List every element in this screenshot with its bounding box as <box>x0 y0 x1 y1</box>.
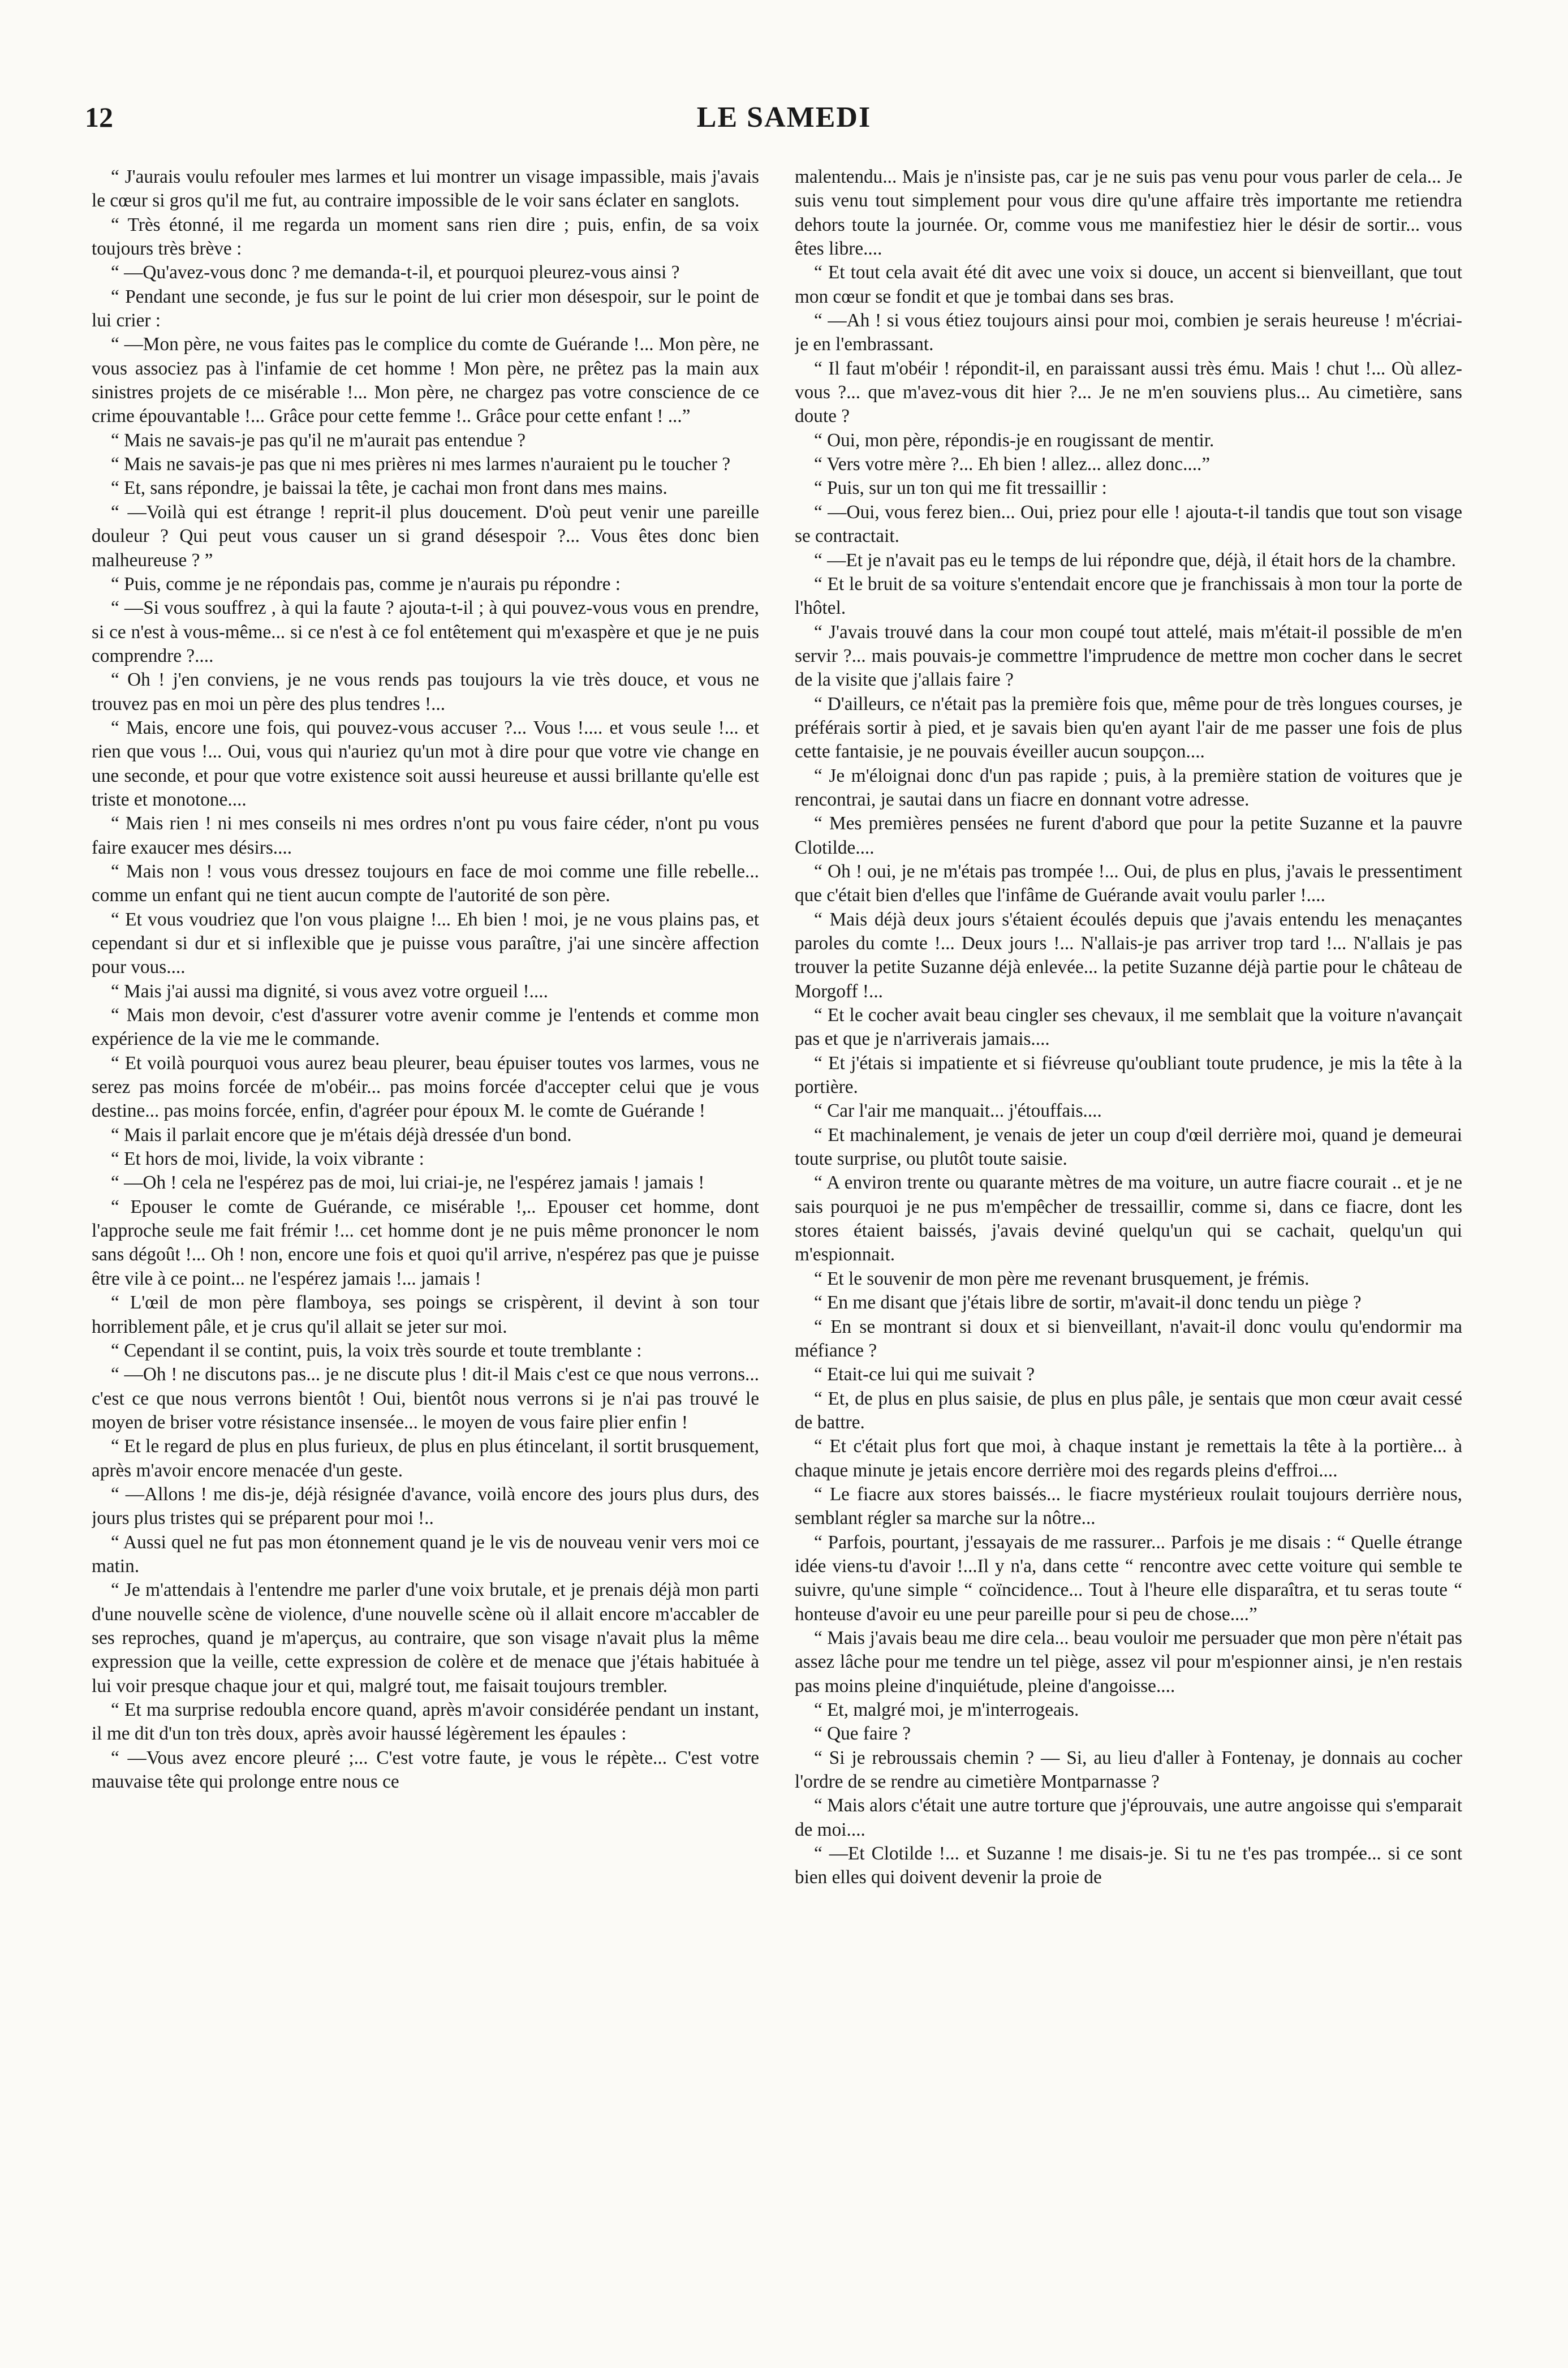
paragraph: “ Cependant il se contint, puis, la voix très sourde et toute tremblante : <box>111 1340 642 1361</box>
paragraph: “ Si je rebroussais chemin ? — Si, au lieu d'aller à Fontenay, je donnais au cocher l'ordre de se rendre au cimetière Montparnasse ? <box>795 1747 1462 1793</box>
paragraph: “ Et machinalement, je venais de jeter un coup d'œil derrière moi, quand je demeurai toute surprise, ou plutôt toute saisie. <box>795 1124 1462 1170</box>
paragraph: “ Mais ne savais-je pas qu'il ne m'aurait pas entendue ? <box>111 429 526 451</box>
paragraph: “ D'ailleurs, ce n'était pas la première fois que, même pour de très longues courses, je préférais sortir à pied, et je savais bien qu'en ayant l'air de me passer une fois de plus cette fantaisie, je ne pouvais éveiller aucun soupçon.... <box>795 693 1462 763</box>
paragraph: “ L'œil de mon père flamboya, ses poings se crispèrent, il devint à son tour horriblement pâle, et je crus qu'il allait se jeter sur moi. <box>92 1292 759 1337</box>
paragraph: “ Et ma surprise redoubla encore quand, après m'avoir considérée pendant un instant, il me dit d'un ton très doux, après avoir haussé légèrement les épaules : <box>92 1699 759 1745</box>
paragraph: “ —Oh ! ne discutons pas... je ne discute plus ! dit-il Mais c'est ce que nous verrons... c'est ce que nous verrons bientôt ! Oui, bientôt nous verrons si je n'ai pas trouvé le moyen de briser votre résistance insensée... le moyen de vous faire plier enfin ! <box>92 1364 759 1433</box>
paragraph: “ J'avais trouvé dans la cour mon coupé tout attelé, mais m'était-il possible de m'en servir ?... mais pouvais-je commettre l'imprudence de mettre mon cocher dans le secret de la visite que j'allais faire ? <box>795 621 1462 691</box>
paragraph: “ —Et Clotilde !... et Suzanne ! me disais-je. Si tu ne t'es pas trompée... si ce sont bien elles qui doivent devenir la proie de <box>795 1843 1462 1888</box>
page-header <box>85 101 1483 140</box>
paragraph: “ Et le bruit de sa voiture s'entendait encore que je franchissais à mon tour la porte de l'hôtel. <box>795 573 1462 619</box>
paragraph: “ Et tout cela avait été dit avec une voix si douce, un accent si bienveillant, que tout mon cœur se fondit et que je tombai dans ses bras. <box>795 262 1462 307</box>
paragraph: “ Mais ne savais-je pas que ni mes prières ni mes larmes n'auraient pu le toucher ? <box>111 454 731 475</box>
paragraph: “ Et, malgré moi, je m'interrogeais. <box>814 1699 1079 1720</box>
paragraph: “ Mais il parlait encore que je m'étais déjà dressée d'un bond. <box>111 1124 572 1146</box>
paragraph: “ Parfois, pourtant, j'essayais de me rassurer... Parfois je me disais : “ Quelle étrange idée viens-tu d'avoir !...Il y n'a, dans cette “ rencontre avec cette voiture qui semble te suivre, qu'une simple “ coïncidence... Tout à l'heure elle disparaîtra, et tu seras toute “ honteuse d'avoir eu une peur pareille pour si peu de chose....” <box>795 1531 1462 1625</box>
paragraph: “ —Oui, vous ferez bien... Oui, priez pour elle ! ajouta-t-il tandis que tout son visage se contractait. <box>795 501 1462 547</box>
journal-title: LE SAMEDI <box>696 101 872 134</box>
paragraph: “ Et le souvenir de mon père me revenant brusquement, je frémis. <box>814 1268 1309 1289</box>
paragraph: “ En me disant que j'étais libre de sortir, m'avait-il donc tendu un piège ? <box>814 1292 1362 1314</box>
paragraph: “ J'aurais voulu refouler mes larmes et lui montrer un visage impassible, mais j'avais le cœur si gros qu'il me fut, au contraire impossible de le voir sans éclater en sanglots. <box>92 166 759 212</box>
paragraph: “ Le fiacre aux stores baissés... le fiacre mystérieux roulait toujours derrière nous, semblant régler sa marche sur la nôtre... <box>795 1483 1462 1529</box>
paragraph: “ Je m'éloignai donc d'un pas rapide ; puis, à la première station de voitures que je rencontrai, je sautai dans un fiacre en donnant votre adresse. <box>795 765 1462 810</box>
paragraph: “ Mais déjà deux jours s'étaient écoulés depuis que j'avais entendu les menaçantes paroles du comte !... Deux jours !... N'allais-je pas arriver trop tard !... N'allais je pas trouver la petite Suzanne déjà enlevée... la petite Suzanne déjà partie pour le château de Morgoff !... <box>795 909 1462 1002</box>
page-number: 12 <box>85 101 113 133</box>
paragraph: “ Et le regard de plus en plus furieux, de plus en plus étincelant, il sortit brusquement, après m'avoir encore menacée d'un geste. <box>92 1436 759 1481</box>
paragraph: “ En se montrant si doux et si bienveillant, n'avait-il donc voulu qu'endormir ma méfiance ? <box>795 1316 1462 1361</box>
paragraph: “ Et voilà pourquoi vous aurez beau pleurer, beau épuiser toutes vos larmes, vous ne serez pas moins forcée de m'obéir... pas moins forcée d'accepter celui que je vous destine... pas moins forcée, enfin, d'agréer pour époux M. le comte de Guérande ! <box>92 1052 759 1122</box>
right-column <box>795 165 1462 2349</box>
paragraph: “ —Allons ! me dis-je, déjà résignée d'avance, voilà encore des jours plus durs, des jours plus tristes qui se préparent pour moi !.. <box>92 1483 759 1529</box>
paragraph: “ Oh ! oui, je ne m'étais pas trompée !... Oui, de plus en plus, j'avais le pressentiment que c'était bien d'elles que l'infâme de Guérande avait voulu parler !.... <box>795 860 1462 906</box>
paragraph: “ Oh ! j'en conviens, je ne vous rends pas toujours la vie très douce, et vous ne trouvez pas en moi un père des plus tendres !... <box>92 669 759 714</box>
paragraph: “ Puis, sur un ton qui me fit tressaillir : <box>814 477 1107 499</box>
paragraph: “ —Mon père, ne vous faites pas le complice du comte de Guérande !... Mon père, ne vous associez pas à l'infamie de cet homme ! Mon père, ne prêtez pas la main aux sinistres projets de ce misérable !... Mon père, ne chargez pas votre conscience de ce crime épouvantable !... Grâce pour cette femme !.. Grâce pour cette enfant ! ...” <box>92 334 759 427</box>
paragraph: “ Mais alors c'était une autre torture que j'éprouvais, une autre angoisse qui s'emparait de moi.... <box>795 1795 1462 1840</box>
paragraph: “ Et hors de moi, livide, la voix vibrante : <box>111 1148 424 1170</box>
paragraph: malentendu... Mais je n'insiste pas, car je ne suis pas venu pour vous parler de cela... Je suis venu tout simplement pour vous dire qu'une affaire très importante me retiendra dehors toute la journée. Or, comme vous me manifestiez hier le désir de sortir... vous êtes libre.... <box>795 166 1462 260</box>
paragraph: “ —Vous avez encore pleuré ;... C'est votre faute, je vous le répète... C'est votre mauvaise tête qui prolonge entre nous ce <box>92 1747 759 1793</box>
paragraph: “ Car l'air me manquait... j'étouffais.... <box>814 1100 1102 1122</box>
paragraph: “ Aussi quel ne fut pas mon étonnement quand je le vis de nouveau venir vers moi ce matin. <box>92 1531 759 1577</box>
paragraph: “ Il faut m'obéir ! répondit-il, en paraissant aussi très ému. Mais ! chut !... Où allez-vous ?... que m'avez-vous dit hier ?... Je ne m'en souviens plus... Au cimetière, sans doute ? <box>795 358 1462 427</box>
paragraph: “ Et, sans répondre, je baissai la tête, je cachai mon front dans mes mains. <box>111 477 667 499</box>
paragraph: “ —Si vous souffrez , à qui la faute ? ajouta-t-il ; à qui pouvez-vous vous en prendre, si ce n'est à vous-même... si ce n'est à ce fol entêtement qui m'exaspère et que je ne puis comprendre ?.... <box>92 597 759 666</box>
paragraph: “ Et c'était plus fort que moi, à chaque instant je remettais la tête à la portière... à chaque minute je jetais encore derrière moi des regards pleins d'effroi.... <box>795 1436 1462 1481</box>
paragraph: “ Et vous voudriez que l'on vous plaigne !... Eh bien ! moi, je ne vous plains pas, et cependant si dur et si inflexible que je puisse vous paraître, j'ai une sincère affection pour vous.... <box>92 909 759 978</box>
paragraph: “ Et, de plus en plus saisie, de plus en plus pâle, je sentais que mon cœur avait cessé de battre. <box>795 1388 1462 1433</box>
paragraph: “ —Voilà qui est étrange ! reprit-il plus doucement. D'où peut venir une pareille douleur ? Qui peut vous causer un si grand désespoir ?... Vous êtes donc bien malheureuse ? ” <box>92 501 759 571</box>
paragraph: “ Mes premières pensées ne furent d'abord que pour la petite Suzanne et la pauvre Clotilde.... <box>795 813 1462 858</box>
paragraph: “ Mais j'ai aussi ma dignité, si vous avez votre orgueil !.... <box>111 980 548 1002</box>
paragraph: “ Vers votre mère ?... Eh bien ! allez... allez donc....” <box>814 454 1211 475</box>
paragraph: “ Et le cocher avait beau cingler ses chevaux, il me semblait que la voiture n'avançait pas et que je n'arriverais jamais.... <box>795 1005 1462 1050</box>
paragraph: “ Mais j'avais beau me dire cela... beau vouloir me persuader que mon père n'était pas assez lâche pour me tendre un tel piège, assez vil pour m'espionner ainsi, je n'en restais pas moins pleine d'inquiétude, pleine d'angoisse.... <box>795 1627 1462 1697</box>
paragraph: “ Que faire ? <box>814 1723 911 1745</box>
paragraph: “ Oui, mon père, répondis-je en rougissant de mentir. <box>814 429 1214 451</box>
paragraph: “ Je m'attendais à l'entendre me parler d'une voix brutale, et je prenais déjà mon parti d'une nouvelle scène de violence, d'une nouvelle scène où il allait encore m'accabler de ses reproches, quand je m'aperçus, au contraire, que son visage n'avait plus la même expression que la veille, cette expression de colère et de menace que j'étais habituée à lui voir presque chaque jour et qui, malgré tout, me faisait toujours trembler. <box>92 1579 759 1697</box>
paragraph: “ A environ trente ou quarante mètres de ma voiture, un autre fiacre courait .. et je ne sais pourquoi je ne pus m'empêcher de tressaillir, comme si, dans ce fiacre, dont les stores étaient baissés, j'avais deviné quelqu'un qui se cachait, quelqu'un qui m'espionnait. <box>795 1172 1462 1265</box>
paragraph: “ Très étonné, il me regarda un moment sans rien dire ; puis, enfin, de sa voix toujours très brève : <box>92 214 759 260</box>
left-column <box>92 165 759 2349</box>
paragraph: “ Epouser le comte de Guérande, ce misérable !,.. Epouser cet homme, dont l'approche seule me fait frémir !... cet homme dont je ne puis même prononcer le nom sans dégoût !... Oh ! non, encore une fois et quoi qu'il arrive, n'espérez pas que je puisse être vile à ce point... ne l'espérez jamais !... jamais ! <box>92 1196 759 1289</box>
paragraph: “ Mais, encore une fois, qui pouvez-vous accuser ?... Vous !.... et vous seule !... et rien que vous !... Oui, vous qui n'auriez qu'un mot à dire pour que votre vie change en une seconde, et pour que votre existence soit aussi heureuse et aussi brillante qu'elle est triste et monotone.... <box>92 717 759 810</box>
paragraph: “ Etait-ce lui qui me suivait ? <box>814 1364 1035 1385</box>
paragraph: “ —Et je n'avait pas eu le temps de lui répondre que, déjà, il était hors de la chambre. <box>814 549 1456 571</box>
paragraph: “ —Oh ! cela ne l'espérez pas de moi, lui criai-je, ne l'espérez jamais ! jamais ! <box>111 1172 705 1194</box>
paragraph: “ —Qu'avez-vous donc ? me demanda-t-il, et pourquoi pleurez-vous ainsi ? <box>111 262 680 283</box>
paragraph: “ Mais mon devoir, c'est d'assurer votre avenir comme je l'entends et comme mon expérience de la vie me le commande. <box>92 1005 759 1050</box>
paragraph: “ Et j'étais si impatiente et si fiévreuse qu'oubliant toute prudence, je mis la tête à la portière. <box>795 1052 1462 1098</box>
paragraph: “ —Ah ! si vous étiez toujours ainsi pour moi, combien je serais heureuse ! m'écriai-je en l'embrassant. <box>795 310 1462 355</box>
paragraph: “ Mais rien ! ni mes conseils ni mes ordres n'ont pu vous faire céder, n'ont pu vous faire exaucer mes désirs.... <box>92 813 759 858</box>
paragraph: “ Puis, comme je ne répondais pas, comme je n'aurais pu répondre : <box>111 573 621 595</box>
paragraph: “ Mais non ! vous vous dressez toujours en face de moi comme une fille rebelle... comme un enfant qui ne tient aucun compte de l'autorité de son père. <box>92 860 759 906</box>
paragraph: “ Pendant une seconde, je fus sur le point de lui crier mon désespoir, sur le point de lui crier : <box>92 286 759 331</box>
